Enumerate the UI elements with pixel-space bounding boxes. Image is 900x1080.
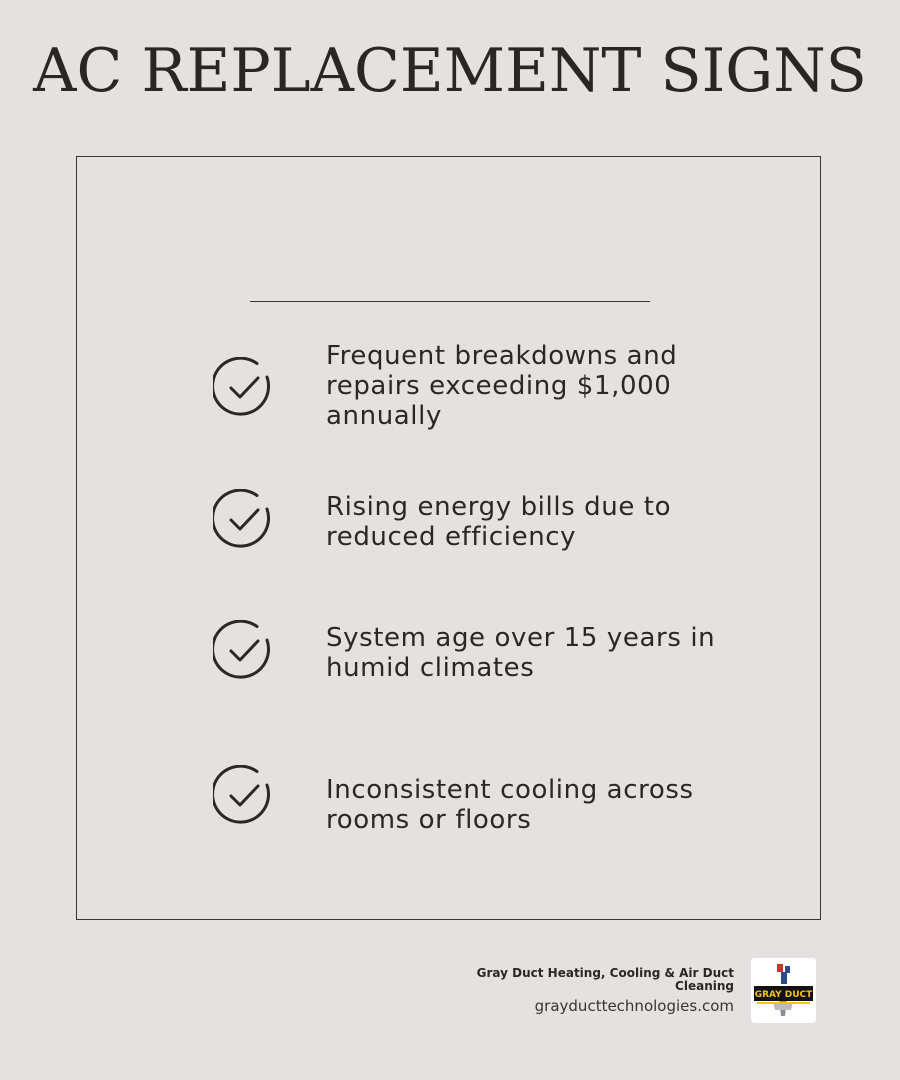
company-logo-icon	[751, 958, 816, 1023]
check-circle-icon	[213, 357, 275, 419]
list-item-text: Inconsistent cooling across rooms or floors	[326, 775, 694, 835]
signs-card	[76, 156, 821, 920]
svg-text:GRAY DUCT: GRAY DUCT	[754, 990, 813, 1000]
list-item-text: Frequent breakdowns and repairs exceeding $1,000 annually	[326, 341, 678, 431]
website-link[interactable]: grayducttechnologies.com	[534, 997, 734, 1015]
company-name: Gray Duct Heating, Cooling & Air Duct Cleaning	[476, 966, 734, 993]
divider-line	[250, 301, 650, 302]
list-item-text: Rising energy bills due to reduced efficiency	[326, 492, 672, 552]
list-item-text: System age over 15 years in humid climates	[326, 623, 716, 683]
check-circle-icon	[213, 765, 275, 827]
page-title: AC REPLACEMENT SIGNS	[33, 36, 867, 106]
check-circle-icon	[213, 489, 275, 551]
check-circle-icon	[213, 620, 275, 682]
company-logo	[751, 958, 816, 1023]
